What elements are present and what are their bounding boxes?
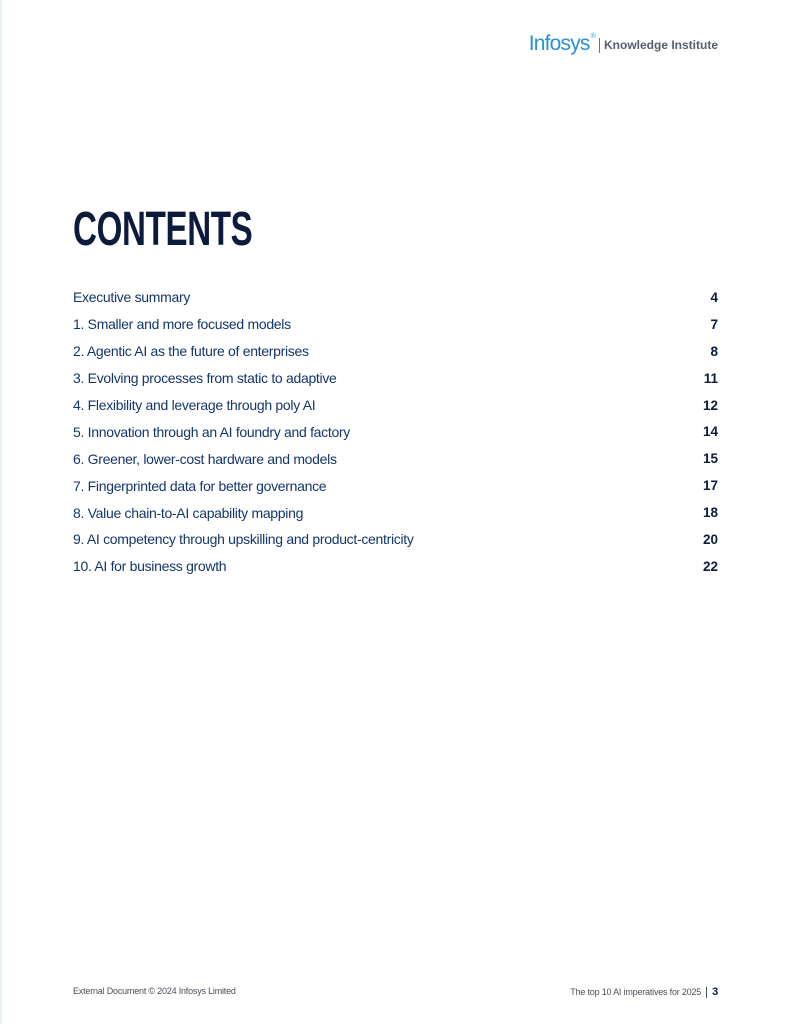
toc-entry-label: 3. Evolving processes from static to adaptive — [73, 370, 337, 387]
toc-entry-label: 6. Greener, lower-cost hardware and models — [73, 450, 337, 467]
toc-entry-label: 2. Agentic AI as the future of enterprises — [73, 343, 309, 360]
toc-entry-page: 22 — [702, 558, 718, 574]
toc-entry[interactable] — [73, 445, 718, 472]
footer-copyright: External Document © 2024 Infosys Limited — [73, 986, 236, 996]
toc-entry-page: 4 — [710, 289, 718, 305]
toc-entry[interactable] — [73, 553, 718, 580]
toc-entry[interactable] — [73, 365, 718, 392]
registered-mark: ® — [590, 32, 595, 40]
toc-entry-page: 15 — [702, 451, 718, 467]
header-divider — [599, 38, 600, 53]
toc-entry-page: 17 — [702, 478, 718, 494]
toc-entry-page: 12 — [702, 397, 718, 413]
brand-header — [529, 30, 718, 56]
toc-entry[interactable] — [73, 472, 718, 499]
page-edge-rule — [0, 0, 2, 1024]
toc-entry[interactable] — [73, 499, 718, 526]
toc-entry[interactable] — [73, 311, 718, 338]
brand-subtitle: Knowledge Institute — [604, 38, 718, 52]
footer-doc-title: The top 10 AI imperatives for 2025 — [570, 987, 702, 997]
table-of-contents — [73, 284, 718, 580]
brand-name: Infosys — [528, 31, 590, 55]
toc-entry[interactable] — [73, 418, 718, 445]
toc-entry-page: 7 — [710, 316, 718, 332]
toc-entry-label: 9. AI competency through upskilling and product-centricity — [73, 531, 414, 548]
toc-entry-label: 8. Value chain-to-AI capability mapping — [73, 504, 304, 521]
toc-entry[interactable] — [73, 338, 718, 365]
toc-entry-label: 1. Smaller and more focused models — [73, 316, 291, 333]
footer-divider — [706, 987, 707, 998]
toc-entry-label: 10. AI for business growth — [73, 558, 227, 575]
toc-entry[interactable] — [73, 392, 718, 419]
toc-entry-label: 4. Flexibility and leverage through poly AI — [73, 397, 316, 413]
toc-entry-page: 20 — [702, 531, 718, 547]
toc-entry-page: 18 — [702, 505, 718, 521]
toc-entry-label: 7. Fingerprinted data for better governance — [73, 477, 327, 494]
toc-entry[interactable] — [73, 284, 718, 311]
toc-entry-page: 14 — [702, 424, 718, 440]
toc-entry-label: 5. Innovation through an AI foundry and factory — [73, 423, 350, 440]
toc-entry[interactable] — [73, 526, 718, 553]
infosys-logo — [529, 33, 595, 54]
toc-entry-page: 8 — [710, 343, 718, 359]
toc-entry-page: 11 — [703, 370, 718, 386]
page-title: CONTENTS — [73, 203, 253, 256]
toc-entry-label: Executive summary — [73, 289, 191, 306]
footer-page-number: 3 — [712, 986, 718, 998]
footer-document-info — [570, 986, 718, 998]
